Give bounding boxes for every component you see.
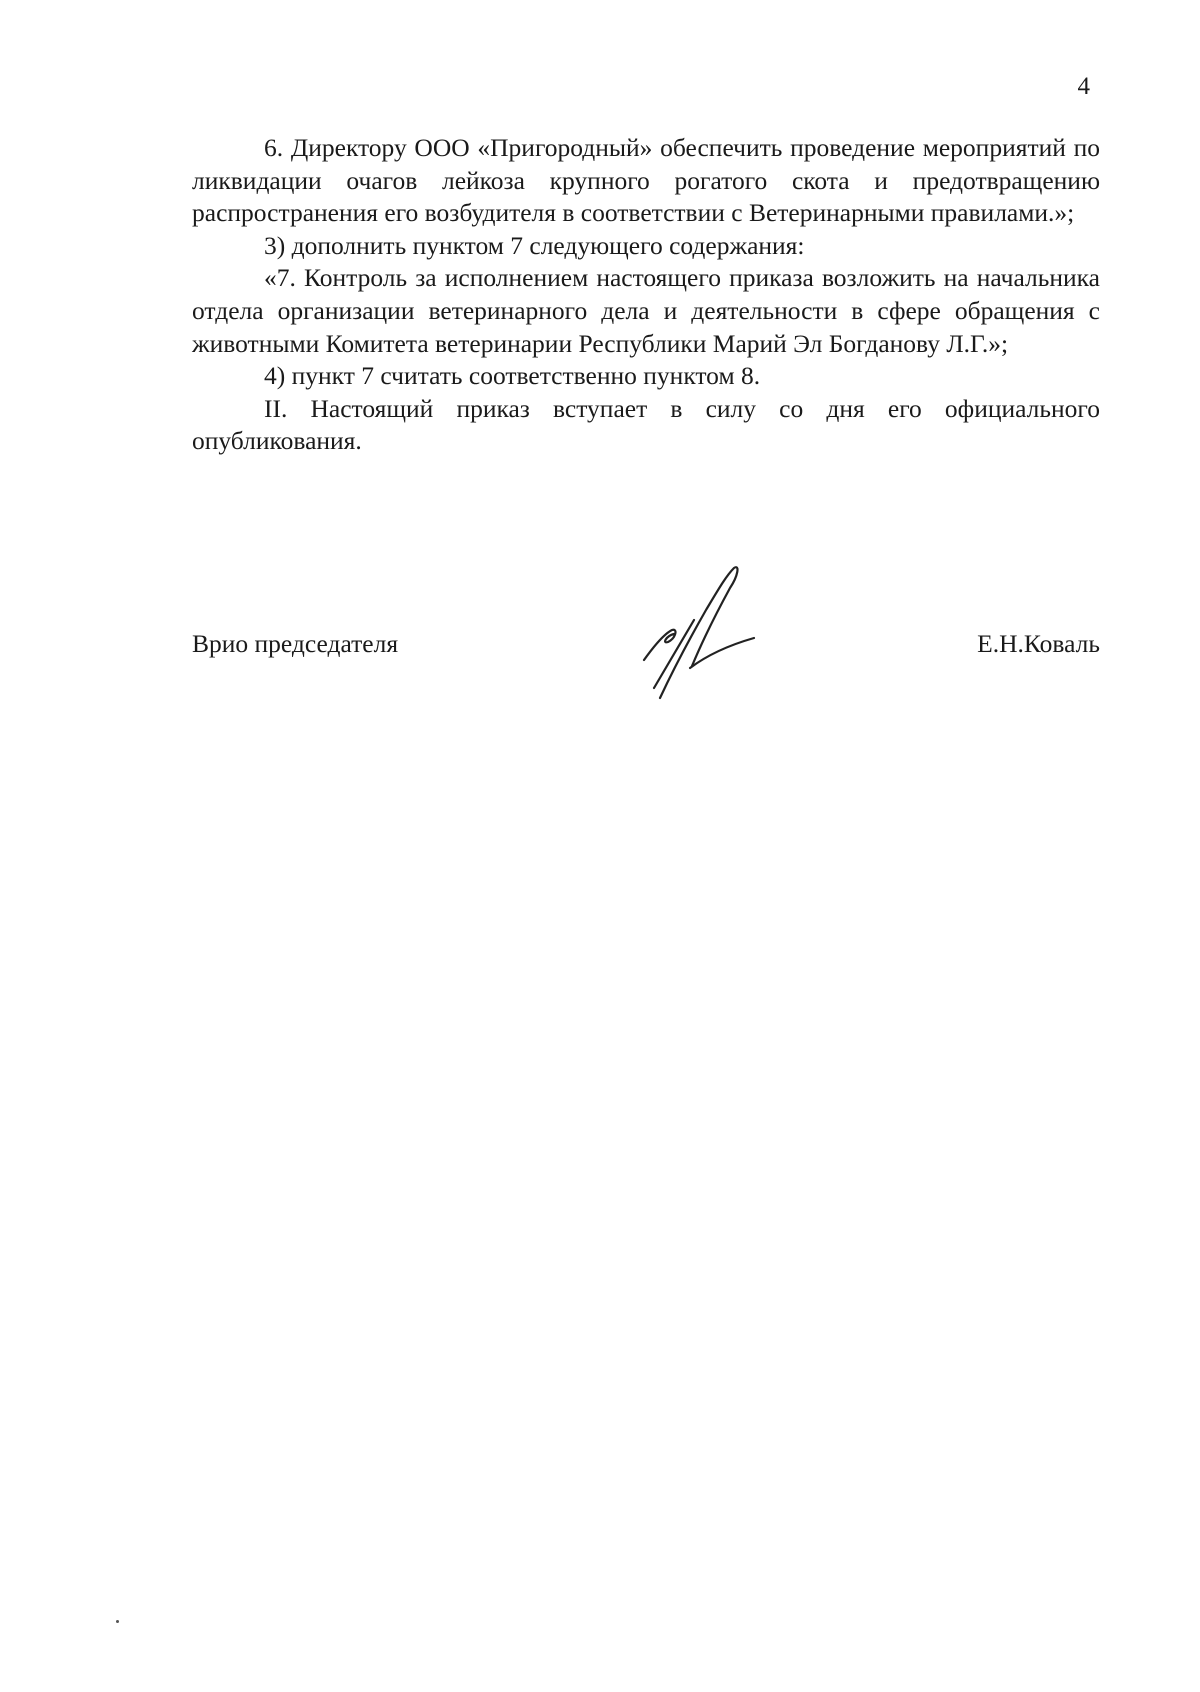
signatory-position: Врио председателя <box>192 629 399 658</box>
paragraph-add-item-7: 3) дополнить пунктом 7 следующего содержания: <box>264 230 805 260</box>
paragraph-renumber-item: 4) пункт 7 считать соответственно пунктом 8. <box>264 361 761 391</box>
signatory-name: Е.Н.Коваль <box>977 629 1100 658</box>
paragraph-effective-date: II. Настоящий приказ вступает в силу со дня его официального опубликования. <box>192 393 1100 456</box>
paragraph-6-director-duty: 6. Директору ООО «Пригородный» обеспечить проведение мероприятий по ликвидации очагов лейкоза крупного рогатого скота и предотвращению распространения его возбудителя в соответствии с Ветеринарными правилами.»; <box>192 133 1100 228</box>
scan-speck <box>116 1620 119 1623</box>
document-body <box>192 132 1100 458</box>
paragraph-item-7-control: «7. Контроль за исполнением настоящего приказа возложить на начальника отдела организации ветеринарного дела и деятельности в сфере обращения с животными Комитета ветеринарии Республики Марий Эл Богданову Л.Г.»; <box>192 263 1100 358</box>
page-number: 4 <box>1077 73 1090 100</box>
handwritten-signature-icon <box>630 560 770 700</box>
